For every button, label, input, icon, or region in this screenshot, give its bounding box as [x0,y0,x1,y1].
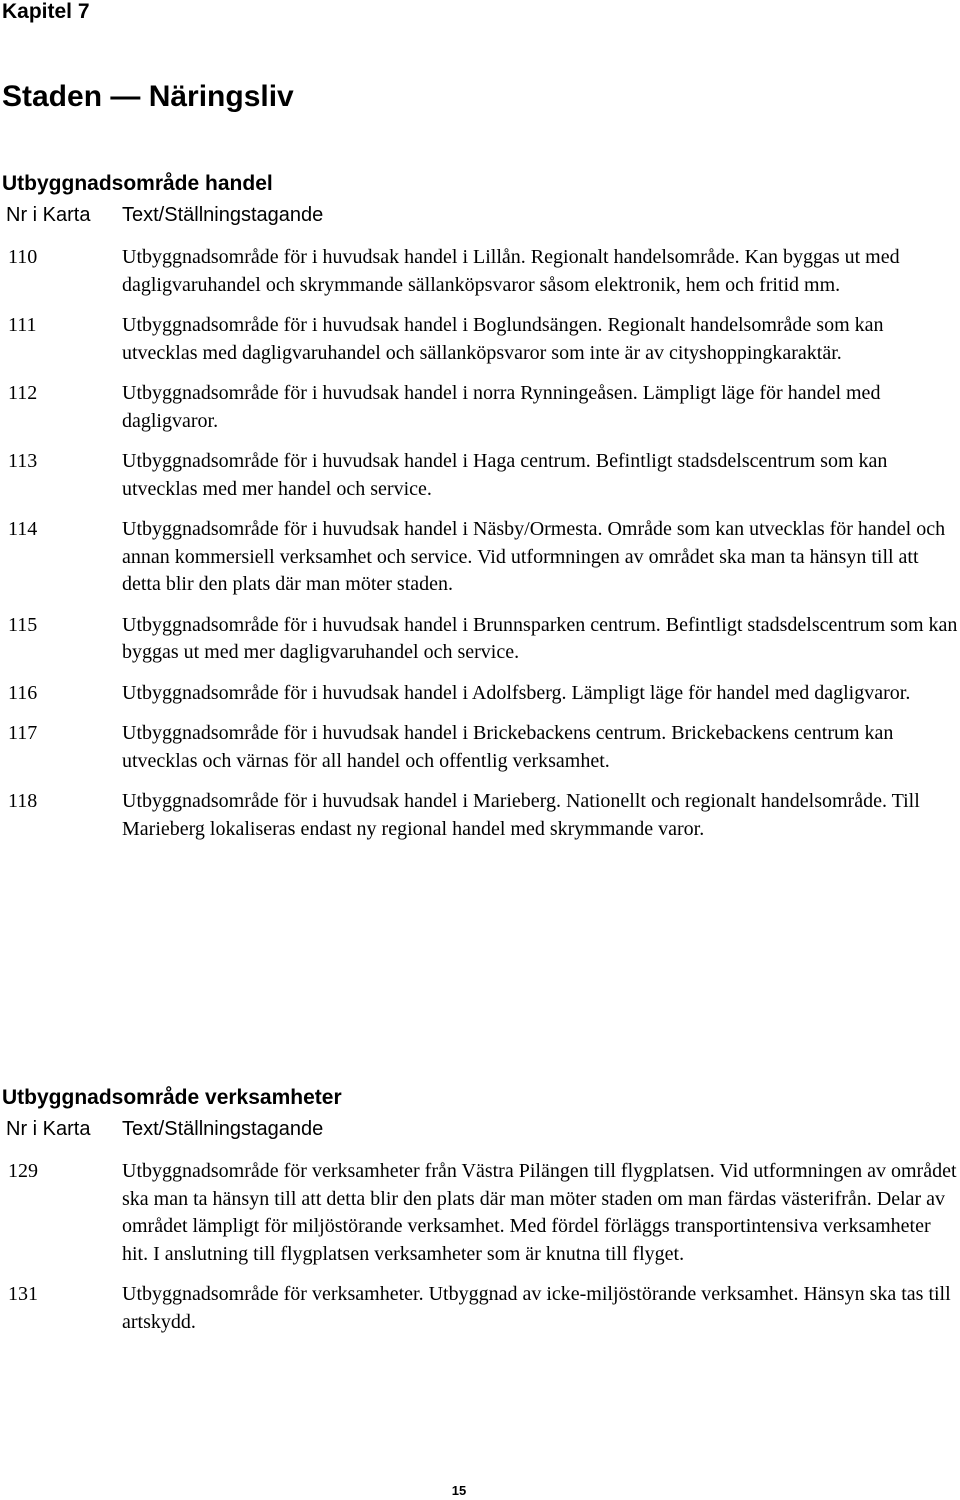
page-title: Staden — Näringsliv [2,80,294,113]
entry-text: Utbyggnadsområde för i huvudsak handel i Haga centrum. Befintligt stadsdelscentrum som kan utvecklas med mer handel och service. [122,450,888,500]
entry-text: Utbyggnadsområde för i huvudsak handel i Boglundsängen. Regionalt handelsområde som kan utvecklas med dagligvaruhandel och sällanköpsvaror som inte är av cityshoppingkaraktär. [122,314,884,364]
entry-number: 129 [8,1160,38,1182]
entry-text: Utbyggnadsområde för i huvudsak handel i Näsby/Ormesta. Område som kan utvecklas för handel och annan kommersiell verksamhet och service. Vid utformningen av området ska man ta hänsyn till att detta blir den plats där man möter staden. [122,518,946,595]
page-number: 15 [451,1483,467,1498]
entry-number: 114 [8,518,38,540]
entry-row [0,788,960,843]
entry-number: 117 [8,722,38,744]
entry-row [0,312,960,367]
entry-row [0,720,960,775]
entry-row [0,680,960,708]
entry-number: 110 [8,246,38,268]
entry-list [0,1158,960,1336]
entry-number: 118 [8,790,38,812]
chapter-label: Kapitel 7 [2,0,90,23]
entry-text: Utbyggnadsområde för i huvudsak handel i Lillån. Regionalt handelsområde. Kan byggas ut med dagligvaruhandel och skrymmande sällanköpsvaror såsom elektronik, hem och fritid mm. [122,246,900,296]
entry-list [0,244,960,843]
column-header-number: Nr i Karta [6,1118,91,1140]
entry-number: 112 [8,382,38,404]
entry-text: Utbyggnadsområde för i huvudsak handel i Brunnsparken centrum. Befintligt stadsdelscentrum som kan byggas ut med mer dagligvaruhandel och service. [122,613,958,663]
entry-row [0,516,960,599]
entry-row [0,1158,960,1268]
entry-number: 113 [8,450,38,472]
column-header-number: Nr i Karta [6,204,91,226]
column-header-text: Text/Ställningstagande [122,1118,324,1140]
entry-row [0,244,960,299]
entry-number: 131 [8,1283,38,1305]
entry-text: Utbyggnadsområde för i huvudsak handel i norra Rynningeåsen. Lämpligt läge för handel med dagligvaror. [122,382,881,432]
entry-number: 116 [8,681,38,704]
entry-number: 115 [8,613,38,636]
entry-text: Utbyggnadsområde för i huvudsak handel i Brickebackens centrum. Brickebackens centrum kan utvecklas och värnas för all handel och offentlig verksamhet. [122,722,894,772]
section-verksamheter [0,1086,960,1349]
entry-text: Utbyggnadsområde för verksamheter. Utbyggnad av icke-miljöstörande verksamhet. Hänsyn ska tas till artskydd. [122,1283,951,1333]
entry-row [0,448,960,503]
entry-row [0,380,960,435]
entry-text: Utbyggnadsområde för verksamheter från Västra Pilängen till flygplatsen. Vid utformningen av området ska man ta hänsyn till att detta blir den plats där man möter staden om man färdas västerifrån. Delar av området lämpligt för miljöstörande verksamhet. Med fördel förläggs transportintensiva verksamheter hit. I anslutning till flygplatsen verksamheter som är knutna till flyget. [122,1160,957,1265]
entry-text: Utbyggnadsområde för i huvudsak handel i Marieberg. Nationellt och regionalt handelsområde. Till Marieberg lokaliseras endast ny regional handel med skrymmande varor. [122,790,920,840]
entry-row [0,612,960,667]
entry-row [0,1281,960,1336]
section-handel [0,172,960,856]
column-header [0,1118,960,1158]
entry-number: 111 [8,314,37,336]
column-header-text: Text/Ställningstagande [122,204,324,226]
section-heading: Utbyggnadsområde handel [2,172,273,195]
column-header [0,204,960,244]
section-heading: Utbyggnadsområde verksamheter [2,1086,342,1109]
entry-text: Utbyggnadsområde för i huvudsak handel i Adolfsberg. Lämpligt läge för handel med dagligvaror. [122,681,911,704]
